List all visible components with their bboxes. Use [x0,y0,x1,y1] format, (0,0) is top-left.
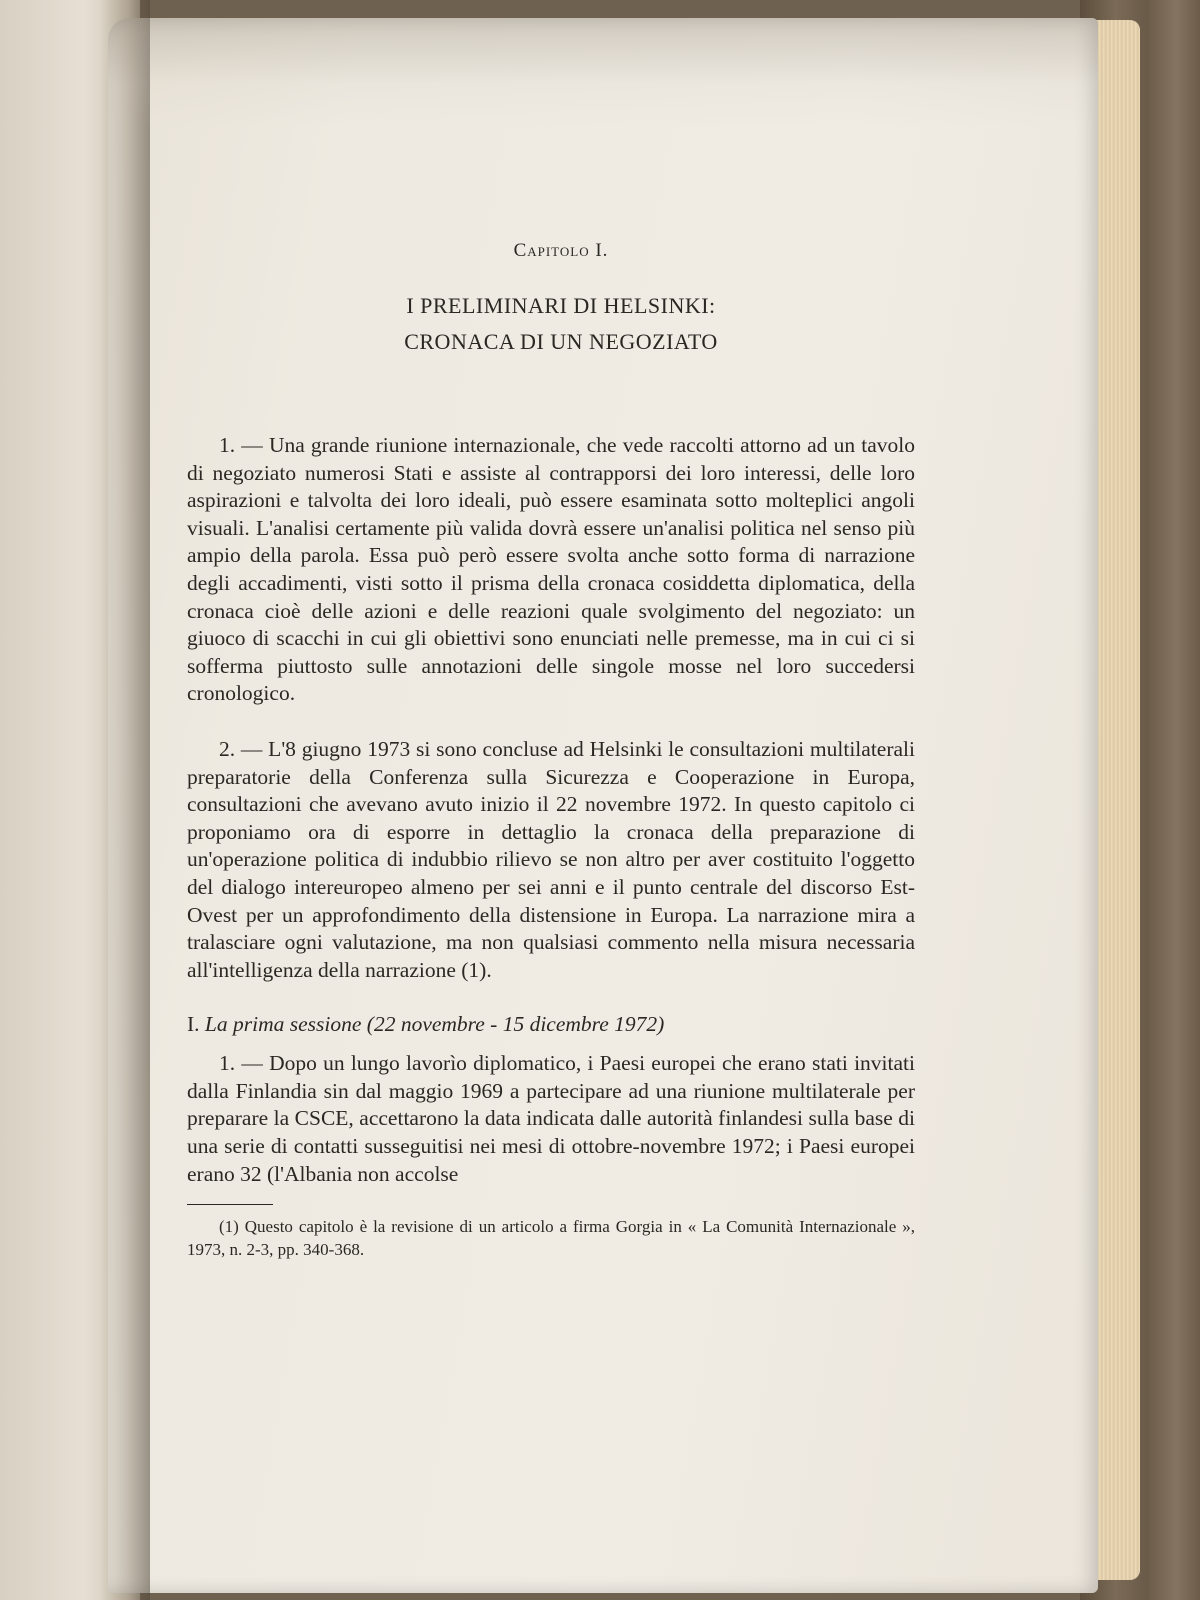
paragraph-3: 1. — Dopo un lungo lavorìo diplomatico, i Paesi europei che erano stati invitati dalla Finlandia sin dal maggio 1969 a partecipare ad una riunione multilaterale per preparare la CSCE, accettarono la data indicata dalle autorità finlandesi sulla base di una serie di contatti susseguitisi nei mesi di ottobre-novembre 1972; i Paesi europei erano 32 (l'Albania non accolse [187,1051,915,1186]
chapter-title [207,288,915,360]
chapter-label: Capitolo I. [513,240,609,261]
section-number: I. [187,1012,200,1037]
chapter-title-line2: CRONACA DI UN NEGOZIATO [404,329,718,354]
footnote-rule [187,1204,273,1205]
page-content [187,240,915,1261]
section-title: La prima sessione [204,1012,362,1037]
paragraph-2: 2. — L'8 giugno 1973 si sono concluse ad Helsinki le consultazioni multilaterali preparatorie della Conferenza sulla Sicurezza e Cooperazione in Europa, consultazioni che avevano avuto inizio il 22 novembre 1972. In questo capitolo ci proponiamo ora di esporre in dettaglio la cronaca della preparazione di un'operazione politica di indubbio rilievo se non altro per aver costituito l'oggetto del dialogo intereuropeo almeno per sei anni e il punto centrale del discorso Est-Ovest per un approfondimento della distensione in Europa. La narrazione mira a tralasciare ogni valutazione, ma non qualsiasi commento nella misura necessaria all'intelligenza della narrazione (1). [187,736,915,982]
chapter-title-line1: I PRELIMINARI DI HELSINKI: [406,293,716,318]
footnote: (1) Questo capitolo è la revisione di un articolo a firma Gorgia in « La Comunità Internazionale », 1973, n. 2-3, pp. 340-368. [187,1217,915,1260]
paragraph-1: 1. — Una grande riunione internazionale, che vede raccolti attorno ad un tavolo di negoziato numerosi Stati e assiste al contrapporsi dei loro interessi, delle loro aspirazioni e talvolta dei loro ideali, può essere esaminata sotto molteplici angoli visuali. L'analisi certamente più valida dovrà essere un'analisi politica nel senso più ampio della parola. Essa può però essere svolta anche sotto forma di narrazione degli accadimenti, visti sotto il prisma della cronaca cosiddetta diplomatica, della cronaca cioè delle azioni e delle reazioni quale svolgimento del negoziato: un giuoco di scacchi in cui gli obiettivi sono enunciati nelle premesse, ma in cui ci si sofferma piuttosto sulle annotazioni delle singole mosse nel loro succedersi cronologico. [187,433,915,706]
section-dates: (22 novembre - 15 dicembre 1972) [366,1012,665,1037]
section-heading [187,1010,915,1038]
gutter-shadow [100,0,150,1600]
